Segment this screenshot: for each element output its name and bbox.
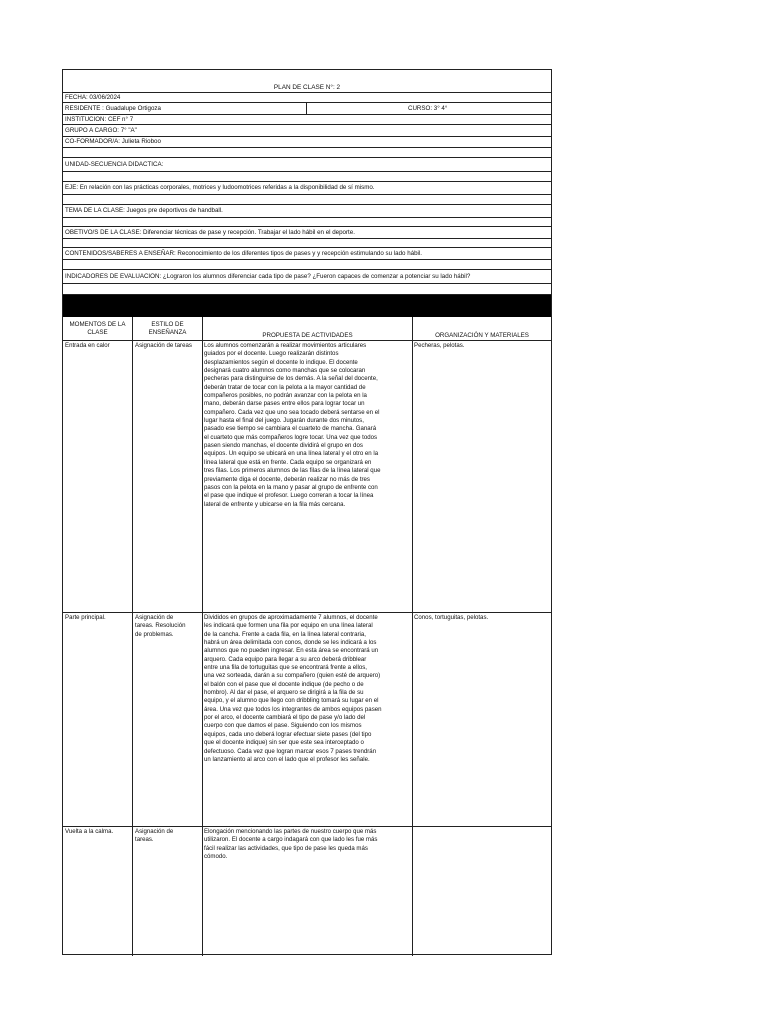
spacer-row-5: [63, 239, 551, 248]
row-propuesta: Los alumnos comenzarán a realizar movimientos articulares guiados por el docente. Luego realizarán distintos desplazamientos según el docente lo indique. El docente designará cuatro alumnos como manchas que se colocaran pecheras para distinguirse de los demás. A la señal del docente, deberán tratar de tocar con la pelota a la mayor cantidad de compañeros posibles, no podrán avanzar con la pelota en la mano, deberán darse pases entre ellos para lograr tocar un compañero. Cada vez que uno sea tocado deberá sentarse en el lugar hasta el final del juego. Jugarán durante dos minutos, pasado ese tiempo se cambiara el cuarteto de mancha. Ganará el cuarteto que más compañeros logre tocar. Una vez que todos pasen siendo manchas, el docente dividirá el grupo en dos equipos. Un equipo se ubicará en una línea lateral y el otro en la línea lateral que está en frente. Cada equipo se organizará en tres filas. Los primeros alumnos de las filas de la línea lateral que previamente diga el docente, deberán realizar no más de tres pasos con la pelota en la mano y pasar al grupo de enfrente con el pase que indique el profesor. Luego correran a tocar la línea lateral de enfrente y ubicarse en la fila más cercana.: [204, 342, 381, 508]
activities-table: [63, 317, 551, 956]
spacer-row-3: [63, 195, 551, 205]
spacer-row-4: [63, 218, 551, 227]
objetivos-row: [63, 227, 551, 239]
objetivos-text: OBETIVO/S DE LA CLASE: Diferenciar técnicas de pase y recepción. Trabajar el lado hábil en el deporte.: [65, 229, 355, 236]
fecha-row: [63, 93, 551, 103]
contenidos-row: [63, 248, 551, 260]
coformador-text: CO-FORMADOR/A: Julieta Rioboo: [65, 138, 161, 145]
tema-row: [63, 205, 551, 218]
header-propuesta: PROPUESTA DE ACTIVIDADES: [262, 332, 353, 339]
spacer-row-1: [63, 148, 551, 158]
contenidos-text: CONTENIDOS/SABERES A ENSEÑAR: Reconocimiento de los diferentes tipos de pases y y recepción estimulando su lado hábil.: [65, 250, 422, 257]
table-row: [63, 341, 551, 613]
plan-title: PLAN DE CLASE N°: 2: [273, 84, 341, 91]
row-propuesta: Divididos en grupos de aproximadamente 7 alumnos, el docente les indicará que formen una fila por equipo en una línea lateral de la cancha. Frente a cada fila, en la línea lateral contraria, habrá un área delimitada con conos, donde se les indicará a los alumnos que no pueden ingresar. En esta área se encontrará un arquero. Cada equipo para llegar a su arco deberá dribblear entre una fila de tortuguitas que se encontrará frente a ellos, una vez sorteada, darán a su compañero (quien esté de arquero) el balón con el pase que el docente indique (de pecho o de hombro). Al dar el pase, el arquero se dirigirá a la fila de su equipo, y el alumno que llego con dribbling tomará su lugar en el área. Una vez que todos los integrantes de ambos equipos pasen por el arco, el docente cambiará el tipo de pase y/o lado del cuerpo con que damos el pase. Siguiendo con los mismos equipos, cada uno deberá lograr efectuar siete pases (del tipo que el docente indique) sin ser que este sea interceptado o defectuoso. Cada vez que logran marcar esos 7 pases trendrán un lanzamiento al arco con el lado que el profesor les señale.: [204, 614, 382, 763]
row-estilo: Asignación de tareas: [135, 342, 192, 349]
spacer-row-2: [63, 172, 551, 182]
spacer-row-7: [63, 284, 551, 295]
residente-text: RESIDENTE : Guadalupe Ortigoza: [65, 105, 161, 112]
grupo-text: GRUPO A CARGO: 7° "A": [65, 127, 137, 134]
eje-row: [63, 182, 551, 195]
header-momentos: MOMENTOS DE LA CLASE: [69, 321, 126, 336]
row-propuesta: Elongación mencionando las partes de nuestro cuerpo que más utilizaron. El docente a cargo indagará con que lado les fue más fácil realizar las actividades, que tipo de pase les queda más cómodo.: [204, 828, 378, 861]
residente-row: [63, 103, 551, 115]
row-organizacion: Conos, tortuguitas, pelotas.: [414, 614, 489, 621]
indicadores-row: [63, 270, 551, 284]
table-header: [63, 317, 551, 341]
residente-divider: [306, 103, 307, 114]
row-estilo: Asignación de tareas.: [135, 828, 174, 844]
institucion-row: [63, 115, 551, 125]
header-estilo: ESTILO DE ENSEÑANZA: [148, 321, 187, 336]
eje-text: EJE: En relación con las prácticas corporales, motrices y ludoomotrices referidas a la disponibilidad de sí mismo.: [65, 184, 375, 191]
unidad-row: [63, 158, 551, 172]
fecha-text: FECHA: 03/06/2024: [65, 94, 121, 101]
row-momento: Parte principal.: [65, 614, 106, 621]
institucion-text: INSTITUCION: CEF n° 7: [65, 116, 134, 123]
row-momento: Entrada en calor: [65, 342, 110, 349]
title-row: [63, 70, 551, 93]
table-row: [63, 827, 551, 955]
tema-text: TEMA DE LA CLASE: Juegos pre deportivos de handball.: [65, 207, 223, 214]
curso-text: CURSO: 3° 4°: [408, 105, 448, 112]
row-estilo: Asignación de tareas. Resolución de problemas.: [135, 614, 186, 638]
header-organizacion: ORGANIZACIÓN Y MATERIALES: [435, 332, 529, 339]
indicadores-text: INDICADORES DE EVALUACION: ¿Lograron los alumnos diferenciar cada tipo de pase? ¿Fueron capaces de comenzar a potenciar su lado hábil?: [65, 273, 471, 280]
coformador-row: [63, 137, 551, 148]
lesson-plan-sheet: [62, 69, 552, 955]
spacer-row-6: [63, 260, 551, 270]
unidad-text: UNIDAD-SECUENCIA DIDACTICA:: [65, 161, 164, 168]
row-organizacion: Pecheras, pelotas.: [414, 342, 465, 349]
grupo-row: [63, 125, 551, 137]
black-band: [63, 295, 551, 317]
row-momento: Vuelta a la calma.: [65, 828, 114, 835]
table-row: [63, 613, 551, 827]
